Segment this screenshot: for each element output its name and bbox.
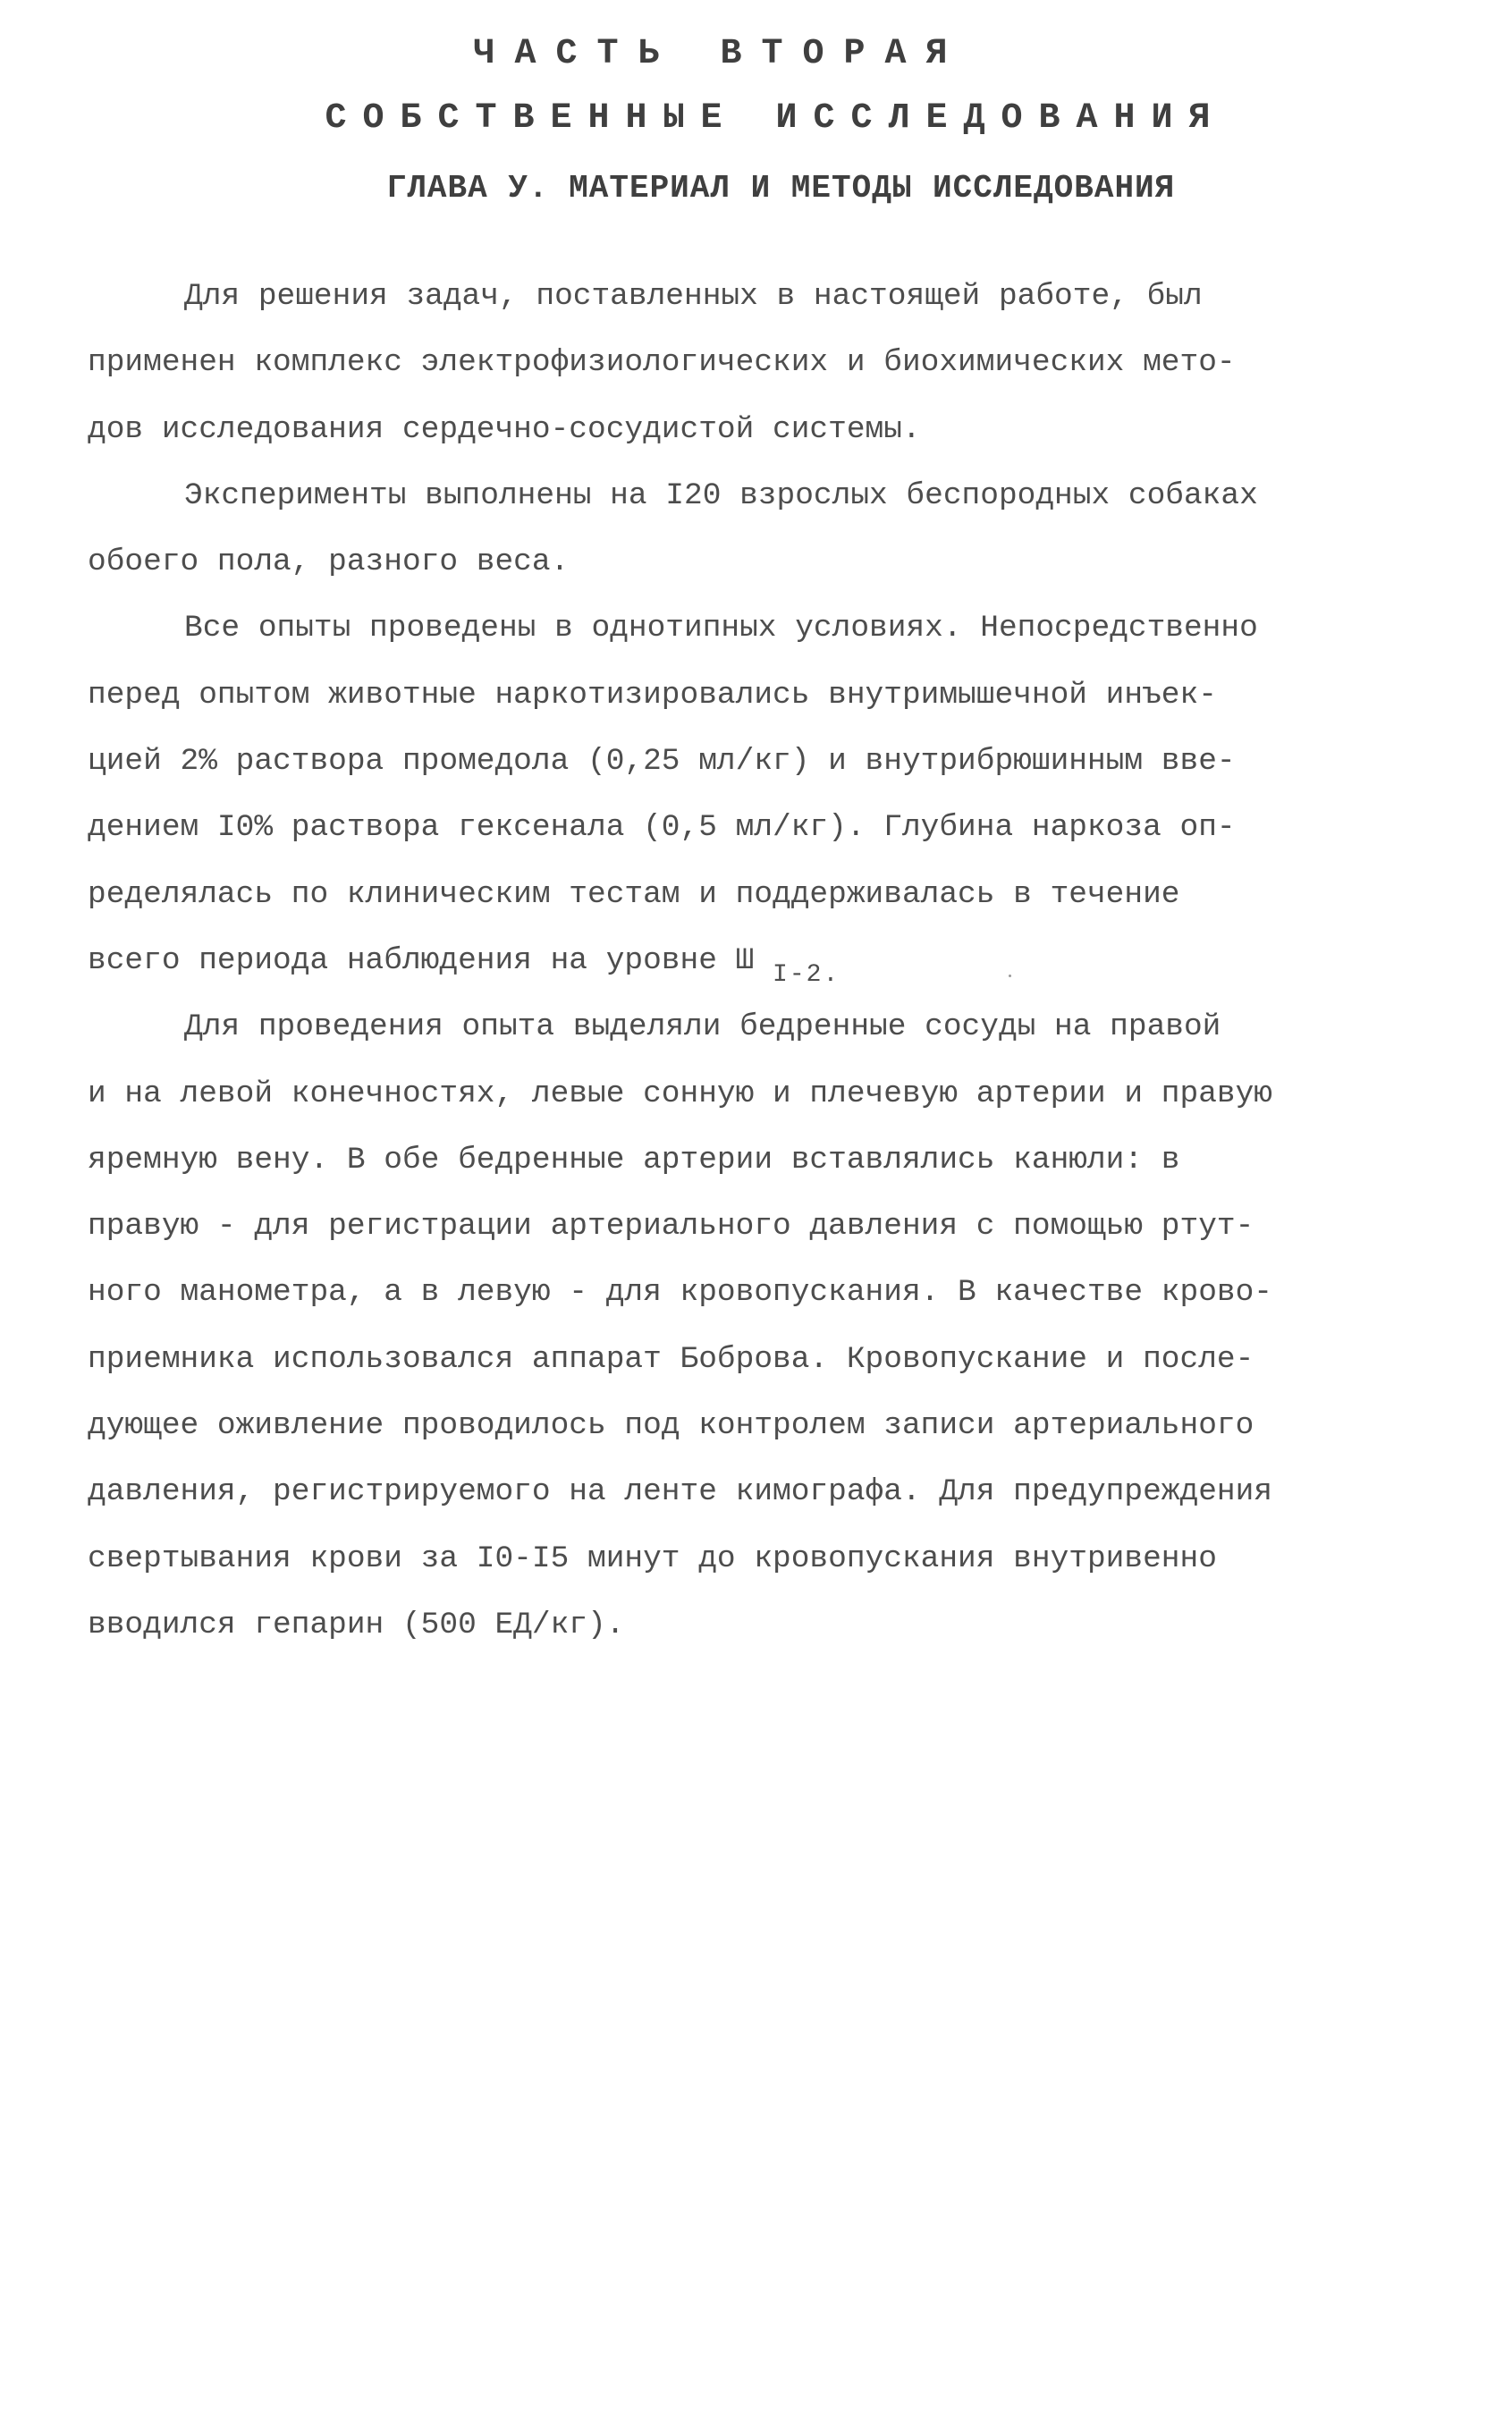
text-line: Эксперименты выполнены на I20 взрослых беспородных собаках [184, 477, 1258, 513]
chapter-title: ГЛАВА У. МАТЕРИАЛ И МЕТОДЫ ИССЛЕДОВАНИЯ [386, 170, 1176, 207]
text-line: вводился гепарин (500 ЕД/кг). [88, 1607, 625, 1642]
text-line: Для решения задач, поставленных в настоящей работе, был [184, 279, 1203, 314]
text-line: Для проведения опыта выделяли бедренные сосуды на правой [184, 1009, 1221, 1045]
ink-speck [1009, 975, 1011, 977]
text-line: Все опыты проведены в однотипных условиях. Непосредственно [184, 611, 1258, 646]
body-text [88, 264, 1420, 1659]
part-title: ЧАСТЬ ВТОРАЯ [473, 34, 967, 74]
text-line: обоего пола, разного веса. [88, 544, 570, 580]
text-line: дением I0% раствора гексенала (0,5 мл/кг). Глубина наркоза оп- [88, 810, 1236, 846]
section-title: СОБСТВЕННЫЕ ИССЛЕДОВАНИЯ [325, 98, 1227, 139]
text-line-main: всего периода наблюдения на уровне Ш [88, 942, 755, 978]
text-line: ного манометра, а в левую - для кровопускания. В качестве крово- [88, 1275, 1273, 1311]
text-line: дующее оживление проводилось под контролем записи артериального [88, 1408, 1254, 1444]
text-line: цией 2% раствора промедола (0,25 мл/кг) и внутрибрюшинным вве- [88, 744, 1236, 780]
text-line: перед опытом животные наркотизировались внутримышечной инъек- [88, 677, 1217, 713]
text-line: яремную вену. В обе бедренные артерии вставлялись канюли: в [88, 1142, 1180, 1177]
text-line: давления, регистрируемого на ленте кимографа. Для предупреждения [88, 1474, 1273, 1510]
text-line: правую - для регистрации артериального давления с помощью ртут- [88, 1209, 1254, 1245]
text-line: свертывания крови за I0-I5 минут до кровопускания внутривенно [88, 1540, 1217, 1576]
text-line: и на левой конечностях, левые сонную и плечевую артерии и правую [88, 1076, 1273, 1111]
text-line-with-subscript [88, 928, 1420, 994]
text-line: ределялась по клиническим тестам и поддерживалась в течение [88, 876, 1180, 912]
text-line: применен комплекс электрофизиологических и биохимических мето- [88, 345, 1236, 381]
text-line: приемника использовался аппарат Боброва. Кровопускание и после- [88, 1341, 1254, 1377]
text-line: дов исследования сердечно-сосудистой системы. [88, 411, 921, 447]
subscript: I-2. [773, 960, 840, 989]
